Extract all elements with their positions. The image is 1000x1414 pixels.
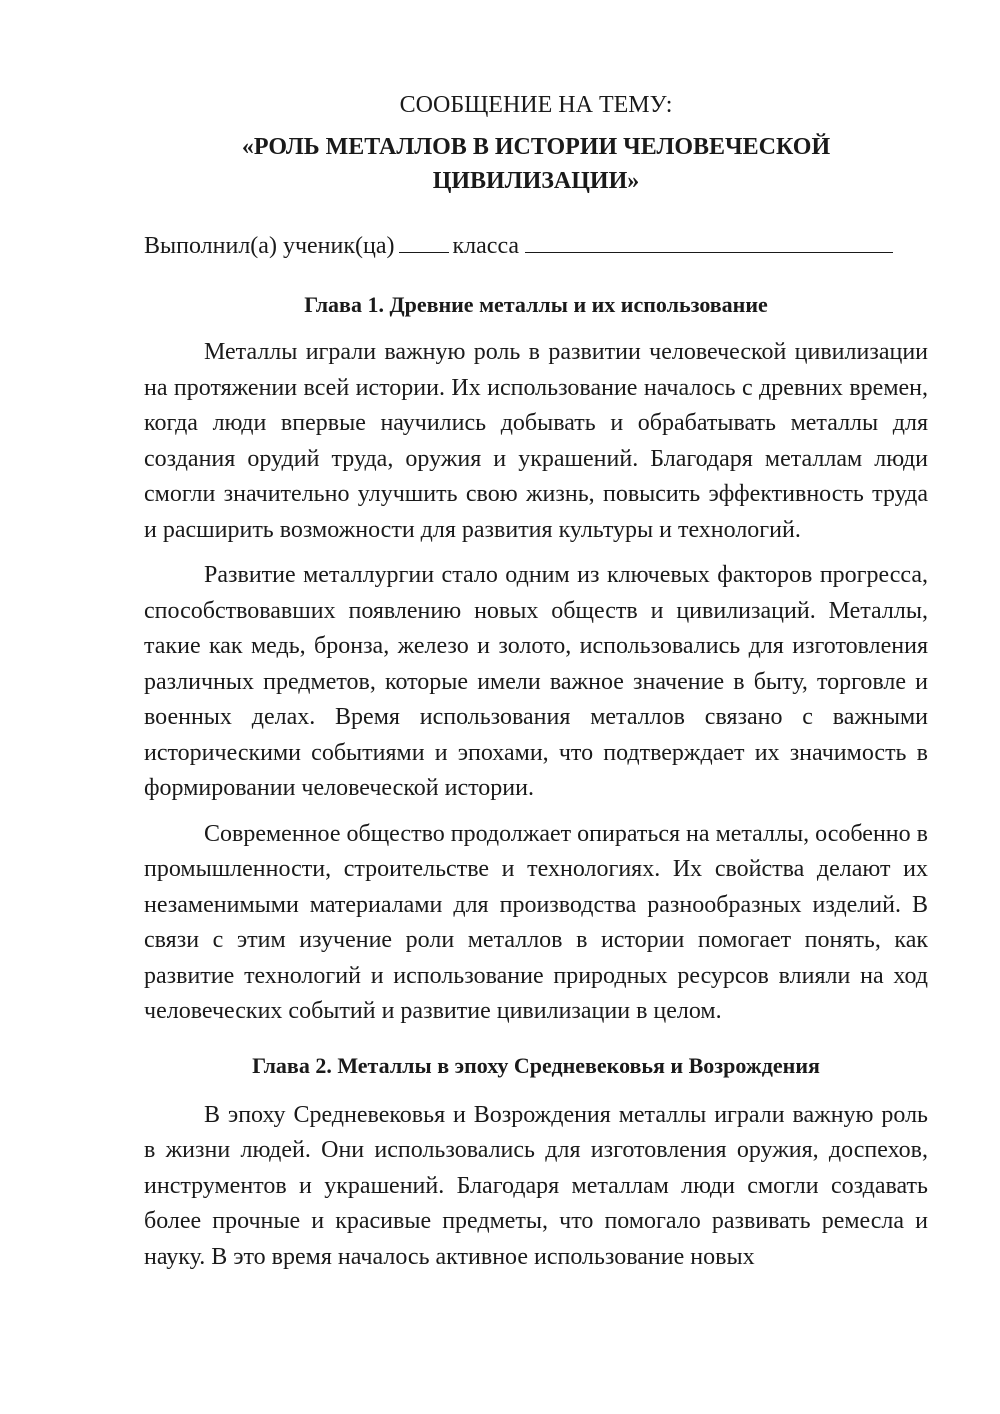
student-name-blank <box>525 228 893 253</box>
class-label: класса <box>452 233 520 259</box>
chapter-1-paragraph-2: Развитие металлургии стало одним из ключевых факторов прогресса, способствовавших появлению новых обществ и цивилизаций. Металлы, такие как медь, бронза, железо и золото, использовались для изготовления различных предметов, которые имели важное значение в быту, торговле и военных делах. Время использования металлов связано с важными историческими событиями и эпохами, что подтверждает их значимость в формировании человеческой истории. <box>144 562 928 801</box>
author-prefix: Выполнил(а) ученик(ца) <box>144 233 395 259</box>
chapter-1-paragraph-1: Металлы играли важную роль в развитии человеческой цивилизации на протяжении всей истории. Их использование началось с древних времен, когда люди впервые научились добывать и обрабатывать металлы для создания орудий труда, оружия и украшений. Благодаря металлам люди смогли значительно улучшить свою жизнь, повысить эффективность труда и расширить возможности для развития культуры и технологий. <box>144 339 928 543</box>
author-line <box>144 228 928 263</box>
report-title: «РОЛЬ МЕТАЛЛОВ В ИСТОРИИ ЧЕЛОВЕЧЕСКОЙ ЦИВИЛИЗАЦИИ» <box>241 134 831 194</box>
document-page <box>144 88 928 1275</box>
chapter-2-paragraph-1: В эпоху Средневековья и Возрождения металлы играли важную роль в жизни людей. Они использовались для изготовления оружия, доспехов, инструментов и украшений. Благодаря металлам люди смогли создавать более прочные и красивые предметы, что помогало развивать ремесла и науку. В это время началось активное использование новых <box>144 1101 928 1270</box>
chapter-2-title: Глава 2. Металлы в эпоху Средневековья и Возрождения <box>252 1052 820 1078</box>
chapter-1-title: Глава 1. Древние металлы и их использование <box>304 292 768 317</box>
class-number-blank <box>399 228 449 253</box>
chapter-1-paragraph-3: Современное общество продолжает опираться на металлы, особенно в промышленности, строительстве и технологиях. Их свойства делают их незаменимыми материалами для производства разнообразных изделий. В связи с этим изучение роли металлов в истории помогает понять, как развитие технологий и использование природных ресурсов влияли на ход человеческих событий и развитие цивилизации в целом. <box>144 820 928 1024</box>
report-label: СООБЩЕНИЕ НА ТЕМУ: <box>399 92 673 118</box>
